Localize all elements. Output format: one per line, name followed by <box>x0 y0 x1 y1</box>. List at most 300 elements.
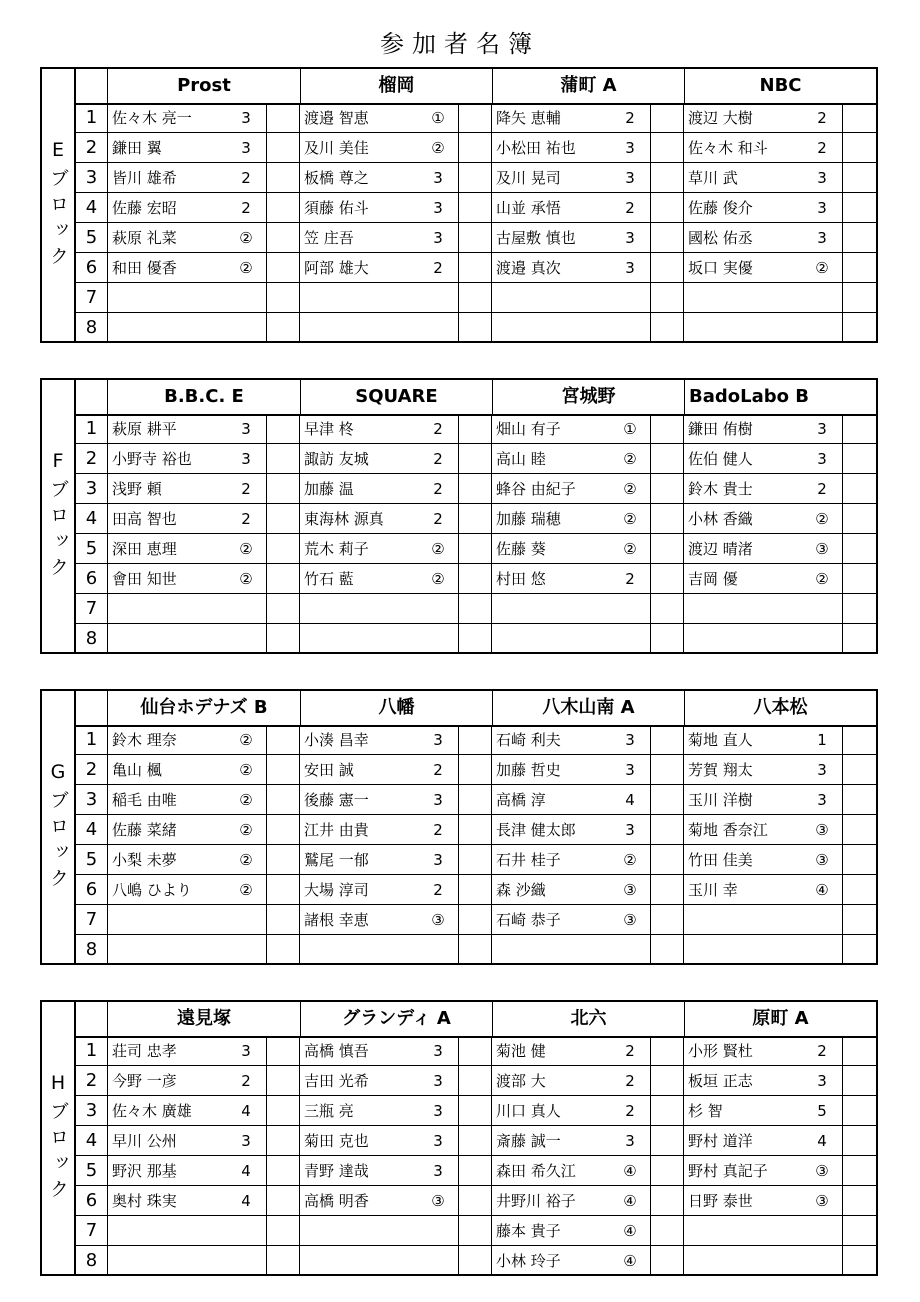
player-name: 東海林 源真 <box>304 510 384 528</box>
check-box-cell <box>266 1186 300 1215</box>
check-box-cell <box>842 725 876 754</box>
player-cell <box>492 414 650 443</box>
player-grade: ② <box>239 761 253 779</box>
player-grade: 3 <box>817 791 827 809</box>
player-name: 佐藤 菜緒 <box>112 821 177 839</box>
player-cell <box>108 103 266 132</box>
player-name: 高橋 明香 <box>304 1192 369 1210</box>
player-cell <box>108 1096 266 1125</box>
check-box-cell <box>266 1156 300 1185</box>
player-name: 山並 承悟 <box>496 199 561 217</box>
player-name: 浅野 頼 <box>112 480 162 498</box>
player-cell <box>108 444 266 473</box>
check-box-cell <box>842 594 876 623</box>
player-name: 斎藤 誠一 <box>496 1132 561 1150</box>
player-cell <box>300 444 458 473</box>
player-cell <box>492 1096 650 1125</box>
player-cell <box>492 223 650 252</box>
player-name: 板垣 正志 <box>688 1072 753 1090</box>
player-cell <box>108 1246 266 1276</box>
player-row <box>76 1186 876 1216</box>
player-grade: 2 <box>433 420 443 438</box>
player-row <box>76 905 876 935</box>
player-cell <box>684 935 842 965</box>
check-box-cell <box>266 133 300 162</box>
row-number: 5 <box>76 534 108 563</box>
check-box-cell <box>842 1036 876 1065</box>
player-grade: 2 <box>433 510 443 528</box>
player-cell <box>492 313 650 343</box>
player-cell <box>300 193 458 222</box>
player-cell <box>108 564 266 593</box>
player-cell <box>300 1096 458 1125</box>
player-name: 田高 智也 <box>112 510 177 528</box>
check-box-cell <box>650 755 684 784</box>
player-name: 吉岡 優 <box>688 570 738 588</box>
player-row <box>76 504 876 534</box>
row-number: 4 <box>76 815 108 844</box>
player-cell <box>300 845 458 874</box>
player-grade: 3 <box>817 450 827 468</box>
player-name: 稲毛 由唯 <box>112 791 177 809</box>
player-grade: ② <box>623 540 637 558</box>
player-cell <box>108 1156 266 1185</box>
player-cell <box>492 1216 650 1245</box>
check-box-cell <box>458 313 492 343</box>
player-grade: ④ <box>623 1222 637 1240</box>
player-name: 荒木 莉子 <box>304 540 369 558</box>
team-name: グランディ A <box>300 1002 492 1036</box>
team-name: Prost <box>177 75 231 96</box>
player-grade: 2 <box>817 480 827 498</box>
player-name: 小松田 祐也 <box>496 139 576 157</box>
player-name: 降矢 恵輔 <box>496 109 561 127</box>
player-cell <box>108 163 266 192</box>
check-box-cell <box>266 1246 300 1276</box>
player-grade: 2 <box>625 1042 635 1060</box>
row-number: 8 <box>76 313 108 343</box>
check-box-cell <box>650 785 684 814</box>
player-name: 今野 一彦 <box>112 1072 177 1090</box>
player-name: 菊地 直人 <box>688 731 753 749</box>
player-name: 鈴木 貴士 <box>688 480 753 498</box>
player-cell <box>492 1246 650 1276</box>
player-cell <box>492 905 650 934</box>
team-name: 八幡 <box>300 691 492 725</box>
player-cell <box>300 1216 458 1245</box>
check-box-cell <box>842 624 876 654</box>
player-cell <box>108 313 266 343</box>
player-name: 皆川 雄希 <box>112 169 177 187</box>
player-grade: 2 <box>625 109 635 127</box>
player-name: 板橋 尊之 <box>304 169 369 187</box>
player-grade: 3 <box>241 1132 251 1150</box>
player-cell <box>492 1036 650 1065</box>
player-cell <box>684 1216 842 1245</box>
player-grade: 2 <box>433 761 443 779</box>
player-grade: 3 <box>817 420 827 438</box>
check-box-cell <box>266 1096 300 1125</box>
player-name: 佐々木 和斗 <box>688 139 768 157</box>
player-cell <box>684 875 842 904</box>
check-box-cell <box>650 1096 684 1125</box>
check-box-cell <box>266 935 300 965</box>
player-grade: 2 <box>433 881 443 899</box>
player-cell <box>684 474 842 503</box>
player-grade: ② <box>431 139 445 157</box>
player-name: 野沢 那基 <box>112 1162 177 1180</box>
player-cell <box>300 1036 458 1065</box>
row-number: 6 <box>76 1186 108 1215</box>
number-header-cell <box>76 69 108 103</box>
player-name: 及川 美佳 <box>304 139 369 157</box>
player-cell <box>684 624 842 654</box>
player-grade: 2 <box>433 480 443 498</box>
check-box-cell <box>650 1036 684 1065</box>
player-name: 高橋 淳 <box>496 791 546 809</box>
player-cell <box>684 1126 842 1155</box>
player-name: 加藤 温 <box>304 480 354 498</box>
player-grade: ③ <box>815 1162 829 1180</box>
check-box-cell <box>842 905 876 934</box>
player-row <box>76 163 876 193</box>
check-box-cell <box>842 1186 876 1215</box>
check-box-cell <box>842 103 876 132</box>
check-box-cell <box>842 474 876 503</box>
check-box-cell <box>458 504 492 533</box>
player-name: 小形 賢杜 <box>688 1042 753 1060</box>
player-cell <box>492 785 650 814</box>
player-cell <box>492 1186 650 1215</box>
player-grade: 3 <box>433 1042 443 1060</box>
player-cell <box>300 223 458 252</box>
player-name: 及川 晃司 <box>496 169 561 187</box>
check-box-cell <box>842 283 876 312</box>
player-row <box>76 193 876 223</box>
row-number: 5 <box>76 845 108 874</box>
player-name: 江井 由貴 <box>304 821 369 839</box>
player-cell <box>492 504 650 533</box>
player-cell <box>300 504 458 533</box>
player-row <box>76 875 876 905</box>
player-name: 佐伯 健人 <box>688 450 753 468</box>
player-grade: 3 <box>625 731 635 749</box>
player-cell <box>108 1036 266 1065</box>
team-name: 仙台ホデナズ B <box>140 697 268 718</box>
player-row <box>76 755 876 785</box>
player-cell <box>492 193 650 222</box>
player-name: 渡辺 晴渚 <box>688 540 753 558</box>
player-name: 杉 智 <box>688 1102 723 1120</box>
check-box-cell <box>458 474 492 503</box>
player-grade: ② <box>815 259 829 277</box>
player-cell <box>684 253 842 282</box>
player-cell <box>492 725 650 754</box>
row-number: 3 <box>76 785 108 814</box>
player-grade: ② <box>815 570 829 588</box>
row-number: 8 <box>76 935 108 965</box>
player-name: 石井 桂子 <box>496 851 561 869</box>
player-grade: 2 <box>625 199 635 217</box>
player-cell <box>492 103 650 132</box>
player-cell <box>300 534 458 563</box>
player-grade: 4 <box>241 1102 251 1120</box>
player-row <box>76 624 876 654</box>
player-name: 日野 泰世 <box>688 1192 753 1210</box>
player-grade: ② <box>239 851 253 869</box>
player-row <box>76 594 876 624</box>
row-number: 7 <box>76 905 108 934</box>
check-box-cell <box>266 283 300 312</box>
block-label <box>42 69 76 341</box>
player-cell <box>300 313 458 343</box>
team-name: 宮城野 <box>492 380 684 414</box>
check-box-cell <box>458 1066 492 1095</box>
block-table <box>40 689 878 965</box>
check-box-cell <box>650 313 684 343</box>
team-name: 八木山南 A <box>492 691 684 725</box>
check-box-cell <box>650 103 684 132</box>
player-grade: 3 <box>433 1162 443 1180</box>
check-box-cell <box>842 163 876 192</box>
row-number: 4 <box>76 504 108 533</box>
team-name: 榴岡 <box>300 69 492 103</box>
player-grade: 3 <box>241 450 251 468</box>
player-cell <box>492 163 650 192</box>
player-grade: ③ <box>815 821 829 839</box>
check-box-cell <box>458 253 492 282</box>
check-box-cell <box>842 1156 876 1185</box>
player-name: 大場 淳司 <box>304 881 369 899</box>
player-name: 加藤 瑞穂 <box>496 510 561 528</box>
player-cell <box>684 103 842 132</box>
player-cell <box>108 534 266 563</box>
player-grade: ② <box>239 570 253 588</box>
row-number: 2 <box>76 444 108 473</box>
player-name: 佐々木 亮一 <box>112 109 192 127</box>
block-label-text: Fブロック <box>47 449 69 583</box>
player-name: 竹田 佳美 <box>688 851 753 869</box>
check-box-cell <box>842 1096 876 1125</box>
player-cell <box>492 474 650 503</box>
row-number: 1 <box>76 103 108 132</box>
player-cell <box>684 133 842 162</box>
player-name: 小林 香織 <box>688 510 753 528</box>
player-cell <box>492 594 650 623</box>
player-cell <box>492 1066 650 1095</box>
player-grade: ① <box>623 420 637 438</box>
player-name: 荘司 忠孝 <box>112 1042 177 1060</box>
check-box-cell <box>650 474 684 503</box>
player-cell <box>492 845 650 874</box>
player-row <box>76 313 876 343</box>
row-number: 7 <box>76 1216 108 1245</box>
player-grade: 5 <box>817 1102 827 1120</box>
player-grade: 2 <box>817 1042 827 1060</box>
player-name: 深田 恵理 <box>112 540 177 558</box>
player-cell <box>108 283 266 312</box>
player-grade: ② <box>623 510 637 528</box>
check-box-cell <box>650 504 684 533</box>
row-number: 8 <box>76 1246 108 1276</box>
check-box-cell <box>458 815 492 844</box>
player-grade: ② <box>239 821 253 839</box>
player-cell <box>300 564 458 593</box>
check-box-cell <box>842 785 876 814</box>
check-box-cell <box>458 725 492 754</box>
player-cell <box>300 253 458 282</box>
player-grade: ③ <box>815 851 829 869</box>
player-row <box>76 474 876 504</box>
player-name: 長津 健太郎 <box>496 821 576 839</box>
player-cell <box>492 1156 650 1185</box>
number-header-cell <box>76 380 108 414</box>
player-grade: 2 <box>433 259 443 277</box>
player-name: 芳賀 翔太 <box>688 761 753 779</box>
player-name: 早川 公州 <box>112 1132 177 1150</box>
player-grade: 4 <box>241 1162 251 1180</box>
player-cell <box>492 253 650 282</box>
check-box-cell <box>458 1126 492 1155</box>
player-cell <box>684 1036 842 1065</box>
row-number: 7 <box>76 283 108 312</box>
player-grade: 3 <box>625 229 635 247</box>
player-cell <box>684 193 842 222</box>
player-row <box>76 223 876 253</box>
check-box-cell <box>266 785 300 814</box>
check-box-cell <box>458 905 492 934</box>
check-box-cell <box>458 163 492 192</box>
player-cell <box>300 905 458 934</box>
player-cell <box>492 624 650 654</box>
check-box-cell <box>266 564 300 593</box>
player-grade: ③ <box>431 911 445 929</box>
player-cell <box>300 624 458 654</box>
team-header-row <box>76 380 876 416</box>
block-label <box>42 1002 76 1274</box>
check-box-cell <box>650 815 684 844</box>
player-name: 渡邉 真次 <box>496 259 561 277</box>
player-grade: 1 <box>817 731 827 749</box>
check-box-cell <box>650 193 684 222</box>
player-name: 菊田 克也 <box>304 1132 369 1150</box>
player-name: 安田 誠 <box>304 761 354 779</box>
player-grade: ④ <box>623 1192 637 1210</box>
player-grade: 2 <box>241 1072 251 1090</box>
check-box-cell <box>650 1246 684 1276</box>
player-cell <box>684 594 842 623</box>
check-box-cell <box>842 444 876 473</box>
check-box-cell <box>266 594 300 623</box>
row-number: 1 <box>76 725 108 754</box>
player-name: 蜂谷 由紀子 <box>496 480 576 498</box>
player-grade: ③ <box>623 881 637 899</box>
player-cell <box>108 1126 266 1155</box>
player-row <box>76 935 876 965</box>
player-row <box>76 1096 876 1126</box>
player-cell <box>300 414 458 443</box>
check-box-cell <box>266 1126 300 1155</box>
check-box-cell <box>650 283 684 312</box>
block-label-text: Eブロック <box>47 138 69 272</box>
row-number: 2 <box>76 1066 108 1095</box>
check-box-cell <box>842 534 876 563</box>
row-number: 5 <box>76 223 108 252</box>
player-name: 高橋 慎吾 <box>304 1042 369 1060</box>
check-box-cell <box>266 474 300 503</box>
row-number: 6 <box>76 875 108 904</box>
player-grade: ④ <box>623 1162 637 1180</box>
check-box-cell <box>266 1036 300 1065</box>
player-cell <box>108 845 266 874</box>
player-name: 諸根 幸恵 <box>304 911 369 929</box>
player-cell <box>684 1186 842 1215</box>
team-name: 原町 A <box>684 1002 876 1036</box>
player-grade: ② <box>239 259 253 277</box>
player-cell <box>300 1156 458 1185</box>
player-grade: ④ <box>623 1252 637 1270</box>
player-name: 藤本 貴子 <box>496 1222 561 1240</box>
player-name: 森田 希久江 <box>496 1162 576 1180</box>
player-cell <box>300 1066 458 1095</box>
player-grade: 2 <box>817 139 827 157</box>
player-cell <box>684 725 842 754</box>
player-grade: 3 <box>433 731 443 749</box>
check-box-cell <box>266 444 300 473</box>
player-grade: ② <box>239 229 253 247</box>
player-cell <box>108 815 266 844</box>
check-box-cell <box>458 444 492 473</box>
player-grade: 2 <box>433 821 443 839</box>
check-box-cell <box>842 504 876 533</box>
row-number: 3 <box>76 474 108 503</box>
check-box-cell <box>650 1066 684 1095</box>
check-box-cell <box>842 1066 876 1095</box>
check-box-cell <box>842 845 876 874</box>
player-grade: 3 <box>241 420 251 438</box>
page-title: 参加者名簿 <box>380 30 540 58</box>
team-name: B.B.C. E <box>164 386 244 407</box>
player-name: 畑山 有子 <box>496 420 561 438</box>
player-cell <box>492 133 650 162</box>
player-grade: ④ <box>815 881 829 899</box>
check-box-cell <box>266 1216 300 1245</box>
player-cell <box>108 725 266 754</box>
player-cell <box>684 845 842 874</box>
player-grade: 2 <box>241 169 251 187</box>
check-box-cell <box>650 624 684 654</box>
player-cell <box>492 444 650 473</box>
check-box-cell <box>458 594 492 623</box>
player-row <box>76 133 876 163</box>
player-cell <box>300 875 458 904</box>
player-grade: 2 <box>433 450 443 468</box>
player-name: 石崎 恭子 <box>496 911 561 929</box>
player-name: 須藤 佑斗 <box>304 199 369 217</box>
player-grade: 3 <box>817 1072 827 1090</box>
check-box-cell <box>266 624 300 654</box>
player-cell <box>684 283 842 312</box>
player-cell <box>108 905 266 934</box>
check-box-cell <box>266 223 300 252</box>
player-grade: ② <box>239 731 253 749</box>
block-label <box>42 380 76 652</box>
check-box-cell <box>266 163 300 192</box>
player-name: 菊地 香奈江 <box>688 821 768 839</box>
player-cell <box>108 223 266 252</box>
player-name: 野村 道洋 <box>688 1132 753 1150</box>
check-box-cell <box>650 1126 684 1155</box>
